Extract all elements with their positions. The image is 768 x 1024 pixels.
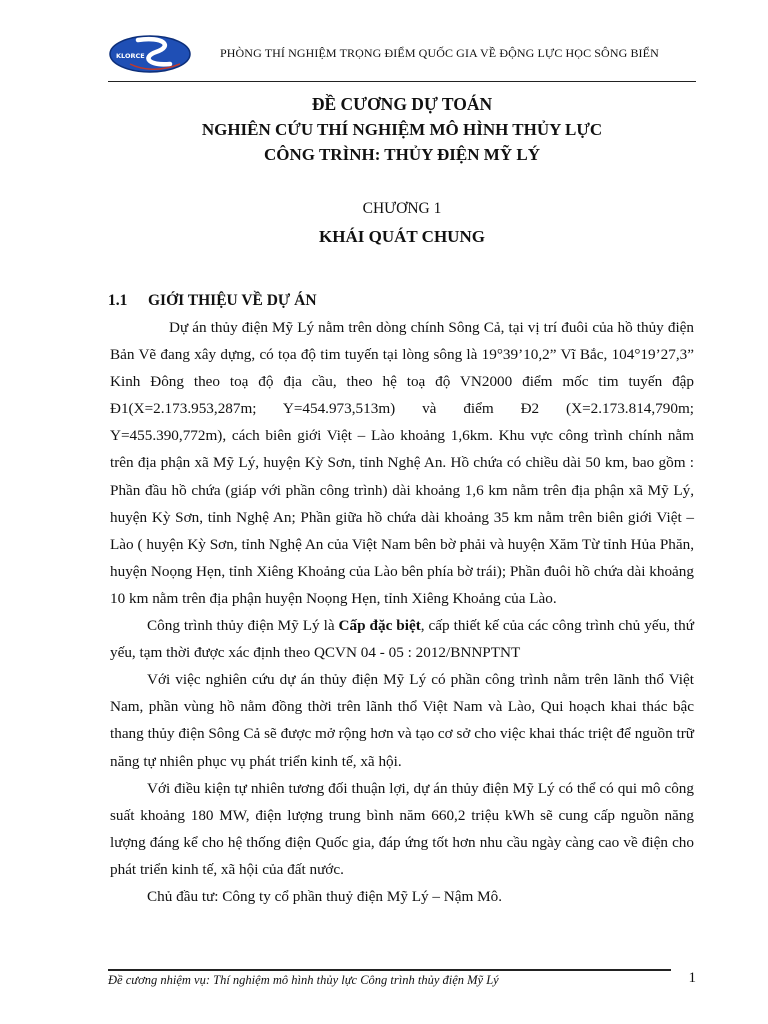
logo-emblem xyxy=(108,34,192,78)
paragraph-3: Với việc nghiên cứu dự án thủy điện Mỹ Lý có phần công trình nằm trên lãnh thổ Việt Nam, phần vùng hồ nằm đồng thời trên lãnh thổ Việt Nam và Lào, Qui hoạch khai thác bậc thang thủy điện Sông Cả sẽ được mở rộng hơn và tạo cơ sở cho việc khai thác triệt để nguồn trữ năng tự nhiên phục vụ phát triển kinh tế, xã hội. xyxy=(110,671,694,770)
document-body xyxy=(110,314,694,910)
title-line-1: ĐỀ CƯƠNG DỰ TOÁN xyxy=(311,94,493,114)
paragraph-4: Với điều kiện tự nhiên tương đối thuận lợi, dự án thủy điện Mỹ Lý có thể có qui mô công suất khoảng 180 MW, điện lượng trung bình năm 660,2 triệu kWh sẽ cung cấp nguồn năng lượng đáng kể cho hệ thống điện Quốc gia, đáp ứng tốt hơn nhu cầu ngày càng cao về điện cho phát triển kinh tế, xã hội của đất nước. xyxy=(110,779,694,878)
lab-logo xyxy=(108,34,192,78)
paragraph-2-rest: , cấp thiết kế của các công trình chủ yếu, thứ yếu, tạm thời được xác định theo QCVN 04 - 05 : 2012/BNNPTNT xyxy=(110,617,694,662)
footer-divider xyxy=(108,969,671,971)
paragraph-2 xyxy=(110,612,694,666)
section-number: 1.1 xyxy=(108,292,128,309)
paragraph-5: Chủ đầu tư: Công ty cổ phần thuỷ điện Mỹ Lý – Nậm Mô. xyxy=(147,887,502,905)
header-lab-name: PHÒNG THÍ NGHIỆM TRỌNG ĐIỂM QUỐC GIA VỀ ĐỘNG LỰC HỌC SÔNG BIỂN xyxy=(220,46,659,60)
chapter-label: CHƯƠNG 1 xyxy=(362,200,442,217)
page-number: 1 xyxy=(688,970,696,986)
footer-caption: Đề cương nhiệm vụ: Thí nghiệm mô hình thủy lực Công trình thủy điện Mỹ Lý xyxy=(108,973,499,987)
section-title: GIỚI THIỆU VỀ DỰ ÁN xyxy=(148,292,317,309)
title-line-2: NGHIÊN CỨU THÍ NGHIỆM MÔ HÌNH THỦY LỰC xyxy=(201,120,603,139)
paragraph-1: Dự án thủy điện Mỹ Lý nằm trên dòng chính Sông Cả, tại vị trí đuôi của hồ thủy điện Bản Vẽ đang xây dựng, có tọa độ tim tuyến tại lòng sông là 19°39’10,2” Vĩ Bắc, 104°19’27,3” Kinh Đông theo toạ độ địa cầu, theo hệ toạ độ VN2000 điểm mốc tim tuyến đập Đ1(X=2.173.953,287m; Y=454.973,513m) và điểm Đ2 (X=2.173.814,790m; Y=455.390,772m), cách biên giới Việt – Lào khoảng 1,6km. Khu vực công trình chính nằm trên địa phận xã Mỹ Lý, huyện Kỳ Sơn, tỉnh Nghệ An. Hồ chứa có chiều dài 50 km, bao gồm : Phần đầu hồ chứa (giáp với phần công trình) dài khoảng 1,6 km nằm trên địa phận xã Mỹ Lý, huyện Kỳ Sơn, tỉnh Nghệ An; Phần giữa hồ chứa dài khoảng 35 km nằm trên biên giới Việt – Lào ( huyện Kỳ Sơn, tỉnh Nghệ An của Việt Nam bên bờ phải và huyện Xăm Từ tỉnh Hủa Phăn, huyện Noọng Hẹn, tỉnh Xiêng Khoảng của Lào bên phía bờ trái); Phần đuôi hồ chứa dài khoảng 10 km nằm trên địa phận huyện Noọng Hẹn, tỉnh Xiêng Khoảng của Lào. xyxy=(110,319,694,607)
paragraph-2-emphasis: Cấp đặc biệt xyxy=(338,617,421,635)
header-divider xyxy=(108,81,696,82)
paragraph-2-lead: Công trình thủy điện Mỹ Lý là xyxy=(147,617,339,635)
section-heading xyxy=(108,292,317,310)
chapter-title: KHÁI QUÁT CHUNG xyxy=(319,227,485,246)
title-line-3: CÔNG TRÌNH: THỦY ĐIỆN MỸ LÝ xyxy=(264,145,540,164)
document-titles xyxy=(108,92,696,167)
logo-text: KLORCE xyxy=(116,52,145,60)
